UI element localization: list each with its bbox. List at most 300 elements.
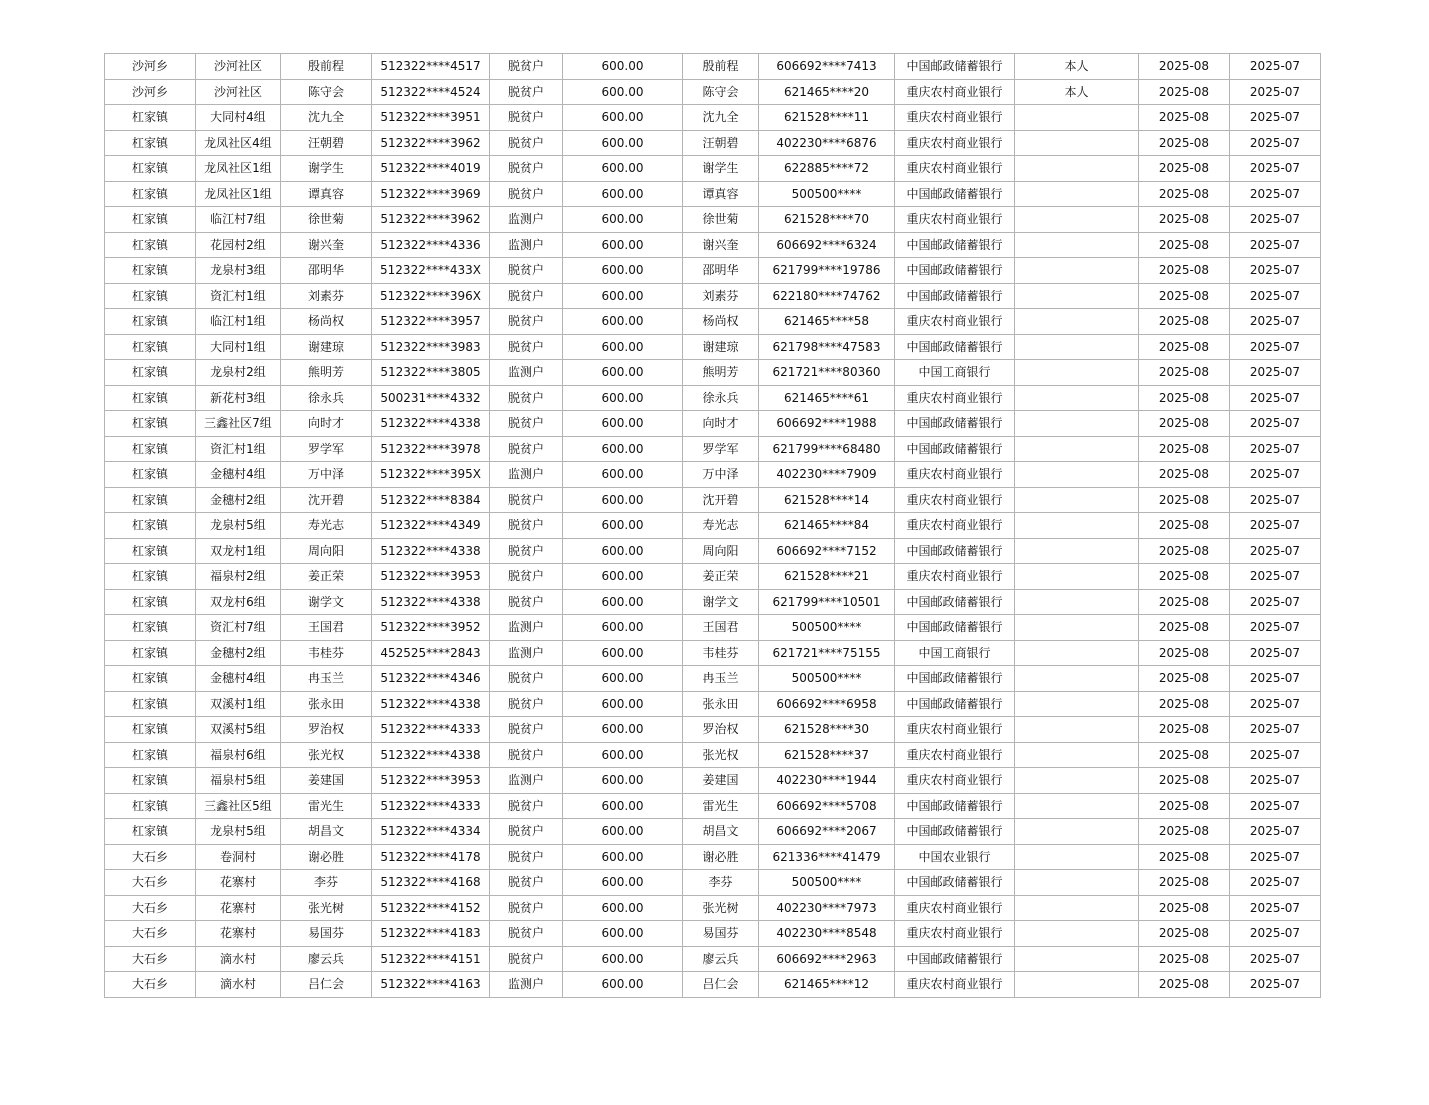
table-row bbox=[105, 717, 1321, 743]
payment-month-cell: 2025-08 bbox=[1139, 411, 1230, 437]
account-holder-cell: 姜正荣 bbox=[683, 564, 759, 590]
account-number-cell: 621799****19786 bbox=[759, 258, 895, 284]
name-cell: 吕仁会 bbox=[281, 972, 372, 998]
amount-cell: 600.00 bbox=[563, 717, 683, 743]
bank-cell: 中国邮政储蓄银行 bbox=[895, 232, 1015, 258]
township-cell: 杠家镇 bbox=[105, 411, 196, 437]
id-number-cell: 512322****4338 bbox=[372, 589, 490, 615]
id-number-cell: 512322****4333 bbox=[372, 793, 490, 819]
account-holder-cell: 罗治权 bbox=[683, 717, 759, 743]
bank-cell: 中国邮政储蓄银行 bbox=[895, 615, 1015, 641]
period-month-cell: 2025-07 bbox=[1230, 589, 1321, 615]
table-row bbox=[105, 793, 1321, 819]
relation-cell bbox=[1015, 487, 1139, 513]
payment-month-cell: 2025-08 bbox=[1139, 870, 1230, 896]
account-holder-cell: 廖云兵 bbox=[683, 946, 759, 972]
data-table bbox=[104, 53, 1321, 998]
id-number-cell: 512322****3978 bbox=[372, 436, 490, 462]
township-cell: 大石乡 bbox=[105, 895, 196, 921]
bank-cell: 重庆农村商业银行 bbox=[895, 921, 1015, 947]
village-cell: 龙泉村3组 bbox=[196, 258, 281, 284]
account-holder-cell: 张光树 bbox=[683, 895, 759, 921]
id-number-cell: 512322****4338 bbox=[372, 538, 490, 564]
account-number-cell: 621528****14 bbox=[759, 487, 895, 513]
amount-cell: 600.00 bbox=[563, 921, 683, 947]
bank-cell: 中国邮政储蓄银行 bbox=[895, 666, 1015, 692]
amount-cell: 600.00 bbox=[563, 615, 683, 641]
village-cell: 卷洞村 bbox=[196, 844, 281, 870]
id-number-cell: 512322****8384 bbox=[372, 487, 490, 513]
amount-cell: 600.00 bbox=[563, 487, 683, 513]
relation-cell bbox=[1015, 513, 1139, 539]
township-cell: 杠家镇 bbox=[105, 436, 196, 462]
account-number-cell: 621465****12 bbox=[759, 972, 895, 998]
id-number-cell: 512322****3953 bbox=[372, 768, 490, 794]
village-cell: 龙凤社区1组 bbox=[196, 156, 281, 182]
period-month-cell: 2025-07 bbox=[1230, 232, 1321, 258]
account-holder-cell: 邵明华 bbox=[683, 258, 759, 284]
table-row bbox=[105, 589, 1321, 615]
id-number-cell: 512322****4163 bbox=[372, 972, 490, 998]
village-cell: 花寨村 bbox=[196, 921, 281, 947]
village-cell: 福泉村5组 bbox=[196, 768, 281, 794]
village-cell: 临江村1组 bbox=[196, 309, 281, 335]
village-cell: 金穗村2组 bbox=[196, 487, 281, 513]
relation-cell bbox=[1015, 411, 1139, 437]
household-type-cell: 脱贫户 bbox=[490, 946, 563, 972]
household-type-cell: 脱贫户 bbox=[490, 870, 563, 896]
name-cell: 邵明华 bbox=[281, 258, 372, 284]
account-holder-cell: 李芬 bbox=[683, 870, 759, 896]
name-cell: 谢兴奎 bbox=[281, 232, 372, 258]
period-month-cell: 2025-07 bbox=[1230, 156, 1321, 182]
name-cell: 谭真容 bbox=[281, 181, 372, 207]
township-cell: 大石乡 bbox=[105, 870, 196, 896]
account-holder-cell: 张永田 bbox=[683, 691, 759, 717]
relation-cell bbox=[1015, 921, 1139, 947]
table-row bbox=[105, 105, 1321, 131]
name-cell: 姜建国 bbox=[281, 768, 372, 794]
period-month-cell: 2025-07 bbox=[1230, 768, 1321, 794]
table-row bbox=[105, 360, 1321, 386]
amount-cell: 600.00 bbox=[563, 105, 683, 131]
relation-cell bbox=[1015, 691, 1139, 717]
household-type-cell: 监测户 bbox=[490, 972, 563, 998]
relation-cell bbox=[1015, 615, 1139, 641]
relation-cell bbox=[1015, 436, 1139, 462]
period-month-cell: 2025-07 bbox=[1230, 615, 1321, 641]
payment-month-cell: 2025-08 bbox=[1139, 130, 1230, 156]
id-number-cell: 512322****395X bbox=[372, 462, 490, 488]
relation-cell bbox=[1015, 946, 1139, 972]
household-type-cell: 脱贫户 bbox=[490, 793, 563, 819]
table-row bbox=[105, 666, 1321, 692]
id-number-cell: 512322****4333 bbox=[372, 717, 490, 743]
relation-cell bbox=[1015, 972, 1139, 998]
relation-cell: 本人 bbox=[1015, 54, 1139, 80]
account-holder-cell: 汪朝碧 bbox=[683, 130, 759, 156]
period-month-cell: 2025-07 bbox=[1230, 513, 1321, 539]
household-type-cell: 脱贫户 bbox=[490, 105, 563, 131]
period-month-cell: 2025-07 bbox=[1230, 334, 1321, 360]
table-row bbox=[105, 309, 1321, 335]
village-cell: 沙河社区 bbox=[196, 79, 281, 105]
payment-month-cell: 2025-08 bbox=[1139, 513, 1230, 539]
period-month-cell: 2025-07 bbox=[1230, 946, 1321, 972]
township-cell: 杠家镇 bbox=[105, 334, 196, 360]
name-cell: 张永田 bbox=[281, 691, 372, 717]
household-type-cell: 脱贫户 bbox=[490, 717, 563, 743]
bank-cell: 重庆农村商业银行 bbox=[895, 895, 1015, 921]
name-cell: 谢学文 bbox=[281, 589, 372, 615]
account-number-cell: 621336****41479 bbox=[759, 844, 895, 870]
amount-cell: 600.00 bbox=[563, 156, 683, 182]
amount-cell: 600.00 bbox=[563, 666, 683, 692]
period-month-cell: 2025-07 bbox=[1230, 538, 1321, 564]
bank-cell: 重庆农村商业银行 bbox=[895, 207, 1015, 233]
payment-month-cell: 2025-08 bbox=[1139, 844, 1230, 870]
account-holder-cell: 冉玉兰 bbox=[683, 666, 759, 692]
name-cell: 易国芬 bbox=[281, 921, 372, 947]
amount-cell: 600.00 bbox=[563, 258, 683, 284]
relation-cell bbox=[1015, 844, 1139, 870]
id-number-cell: 512322****433X bbox=[372, 258, 490, 284]
bank-cell: 中国邮政储蓄银行 bbox=[895, 411, 1015, 437]
household-type-cell: 脱贫户 bbox=[490, 513, 563, 539]
bank-cell: 中国邮政储蓄银行 bbox=[895, 436, 1015, 462]
amount-cell: 600.00 bbox=[563, 309, 683, 335]
account-number-cell: 621721****75155 bbox=[759, 640, 895, 666]
village-cell: 龙凤社区4组 bbox=[196, 130, 281, 156]
township-cell: 沙河乡 bbox=[105, 54, 196, 80]
amount-cell: 600.00 bbox=[563, 768, 683, 794]
payment-month-cell: 2025-08 bbox=[1139, 232, 1230, 258]
account-holder-cell: 王国君 bbox=[683, 615, 759, 641]
account-holder-cell: 谢兴奎 bbox=[683, 232, 759, 258]
account-holder-cell: 谭真容 bbox=[683, 181, 759, 207]
id-number-cell: 512322****396X bbox=[372, 283, 490, 309]
amount-cell: 600.00 bbox=[563, 181, 683, 207]
payment-month-cell: 2025-08 bbox=[1139, 487, 1230, 513]
account-number-cell: 621465****20 bbox=[759, 79, 895, 105]
bank-cell: 重庆农村商业银行 bbox=[895, 309, 1015, 335]
village-cell: 福泉村6组 bbox=[196, 742, 281, 768]
village-cell: 花园村2组 bbox=[196, 232, 281, 258]
id-number-cell: 512322****4334 bbox=[372, 819, 490, 845]
account-holder-cell: 徐世菊 bbox=[683, 207, 759, 233]
village-cell: 大同村4组 bbox=[196, 105, 281, 131]
period-month-cell: 2025-07 bbox=[1230, 742, 1321, 768]
payment-month-cell: 2025-08 bbox=[1139, 181, 1230, 207]
name-cell: 万中泽 bbox=[281, 462, 372, 488]
household-type-cell: 脱贫户 bbox=[490, 487, 563, 513]
id-number-cell: 512322****4168 bbox=[372, 870, 490, 896]
account-number-cell: 621465****61 bbox=[759, 385, 895, 411]
township-cell: 大石乡 bbox=[105, 921, 196, 947]
period-month-cell: 2025-07 bbox=[1230, 717, 1321, 743]
period-month-cell: 2025-07 bbox=[1230, 258, 1321, 284]
bank-cell: 重庆农村商业银行 bbox=[895, 768, 1015, 794]
bank-cell: 中国邮政储蓄银行 bbox=[895, 258, 1015, 284]
township-cell: 杠家镇 bbox=[105, 793, 196, 819]
bank-cell: 重庆农村商业银行 bbox=[895, 462, 1015, 488]
household-type-cell: 脱贫户 bbox=[490, 411, 563, 437]
amount-cell: 600.00 bbox=[563, 462, 683, 488]
period-month-cell: 2025-07 bbox=[1230, 385, 1321, 411]
table-row bbox=[105, 385, 1321, 411]
amount-cell: 600.00 bbox=[563, 640, 683, 666]
amount-cell: 600.00 bbox=[563, 895, 683, 921]
table-row bbox=[105, 283, 1321, 309]
village-cell: 龙泉村5组 bbox=[196, 819, 281, 845]
payment-month-cell: 2025-08 bbox=[1139, 921, 1230, 947]
township-cell: 杠家镇 bbox=[105, 640, 196, 666]
township-cell: 杠家镇 bbox=[105, 462, 196, 488]
payment-month-cell: 2025-08 bbox=[1139, 742, 1230, 768]
amount-cell: 600.00 bbox=[563, 54, 683, 80]
id-number-cell: 452525****2843 bbox=[372, 640, 490, 666]
account-holder-cell: 雷光生 bbox=[683, 793, 759, 819]
bank-cell: 重庆农村商业银行 bbox=[895, 487, 1015, 513]
payment-month-cell: 2025-08 bbox=[1139, 691, 1230, 717]
name-cell: 刘素芬 bbox=[281, 283, 372, 309]
table-row bbox=[105, 640, 1321, 666]
household-type-cell: 脱贫户 bbox=[490, 691, 563, 717]
household-type-cell: 脱贫户 bbox=[490, 181, 563, 207]
name-cell: 汪朝碧 bbox=[281, 130, 372, 156]
payment-month-cell: 2025-08 bbox=[1139, 283, 1230, 309]
payment-month-cell: 2025-08 bbox=[1139, 385, 1230, 411]
relation-cell bbox=[1015, 309, 1139, 335]
village-cell: 花寨村 bbox=[196, 895, 281, 921]
township-cell: 杠家镇 bbox=[105, 717, 196, 743]
relation-cell bbox=[1015, 462, 1139, 488]
period-month-cell: 2025-07 bbox=[1230, 921, 1321, 947]
account-number-cell: 621528****70 bbox=[759, 207, 895, 233]
account-number-cell: 402230****7973 bbox=[759, 895, 895, 921]
payment-month-cell: 2025-08 bbox=[1139, 972, 1230, 998]
payment-month-cell: 2025-08 bbox=[1139, 589, 1230, 615]
account-holder-cell: 沈九全 bbox=[683, 105, 759, 131]
household-type-cell: 监测户 bbox=[490, 360, 563, 386]
name-cell: 谢必胜 bbox=[281, 844, 372, 870]
relation-cell bbox=[1015, 156, 1139, 182]
name-cell: 廖云兵 bbox=[281, 946, 372, 972]
account-holder-cell: 吕仁会 bbox=[683, 972, 759, 998]
account-number-cell: 402230****6876 bbox=[759, 130, 895, 156]
village-cell: 双龙村6组 bbox=[196, 589, 281, 615]
account-number-cell: 621528****30 bbox=[759, 717, 895, 743]
period-month-cell: 2025-07 bbox=[1230, 564, 1321, 590]
account-holder-cell: 谢建琼 bbox=[683, 334, 759, 360]
period-month-cell: 2025-07 bbox=[1230, 666, 1321, 692]
bank-cell: 重庆农村商业银行 bbox=[895, 742, 1015, 768]
amount-cell: 600.00 bbox=[563, 385, 683, 411]
relation-cell bbox=[1015, 666, 1139, 692]
account-number-cell: 621799****10501 bbox=[759, 589, 895, 615]
relation-cell bbox=[1015, 385, 1139, 411]
id-number-cell: 512322****3951 bbox=[372, 105, 490, 131]
name-cell: 向时才 bbox=[281, 411, 372, 437]
village-cell: 滴水村 bbox=[196, 972, 281, 998]
bank-cell: 重庆农村商业银行 bbox=[895, 105, 1015, 131]
table-row bbox=[105, 870, 1321, 896]
township-cell: 杠家镇 bbox=[105, 691, 196, 717]
account-number-cell: 402230****8548 bbox=[759, 921, 895, 947]
township-cell: 杠家镇 bbox=[105, 538, 196, 564]
table-row bbox=[105, 538, 1321, 564]
bank-cell: 中国邮政储蓄银行 bbox=[895, 793, 1015, 819]
relation-cell bbox=[1015, 589, 1139, 615]
name-cell: 王国君 bbox=[281, 615, 372, 641]
id-number-cell: 512322****4151 bbox=[372, 946, 490, 972]
bank-cell: 中国工商银行 bbox=[895, 360, 1015, 386]
id-number-cell: 512322****3962 bbox=[372, 207, 490, 233]
relation-cell bbox=[1015, 564, 1139, 590]
bank-cell: 中国工商银行 bbox=[895, 640, 1015, 666]
name-cell: 沈开碧 bbox=[281, 487, 372, 513]
account-number-cell: 606692****7413 bbox=[759, 54, 895, 80]
name-cell: 张光权 bbox=[281, 742, 372, 768]
amount-cell: 600.00 bbox=[563, 283, 683, 309]
payment-month-cell: 2025-08 bbox=[1139, 79, 1230, 105]
name-cell: 谢学生 bbox=[281, 156, 372, 182]
payment-month-cell: 2025-08 bbox=[1139, 538, 1230, 564]
township-cell: 杠家镇 bbox=[105, 487, 196, 513]
relation-cell: 本人 bbox=[1015, 79, 1139, 105]
account-number-cell: 621528****21 bbox=[759, 564, 895, 590]
table-row bbox=[105, 54, 1321, 80]
payment-month-cell: 2025-08 bbox=[1139, 156, 1230, 182]
household-type-cell: 脱贫户 bbox=[490, 564, 563, 590]
account-number-cell: 606692****5708 bbox=[759, 793, 895, 819]
account-number-cell: 606692****2963 bbox=[759, 946, 895, 972]
household-type-cell: 监测户 bbox=[490, 462, 563, 488]
table-row bbox=[105, 819, 1321, 845]
account-number-cell: 621465****58 bbox=[759, 309, 895, 335]
id-number-cell: 512322****3962 bbox=[372, 130, 490, 156]
village-cell: 双龙村1组 bbox=[196, 538, 281, 564]
village-cell: 沙河社区 bbox=[196, 54, 281, 80]
payment-month-cell: 2025-08 bbox=[1139, 258, 1230, 284]
period-month-cell: 2025-07 bbox=[1230, 819, 1321, 845]
township-cell: 杠家镇 bbox=[105, 232, 196, 258]
name-cell: 冉玉兰 bbox=[281, 666, 372, 692]
account-holder-cell: 谢必胜 bbox=[683, 844, 759, 870]
account-holder-cell: 向时才 bbox=[683, 411, 759, 437]
township-cell: 杠家镇 bbox=[105, 666, 196, 692]
household-type-cell: 脱贫户 bbox=[490, 130, 563, 156]
bank-cell: 重庆农村商业银行 bbox=[895, 972, 1015, 998]
relation-cell bbox=[1015, 181, 1139, 207]
table-row bbox=[105, 462, 1321, 488]
id-number-cell: 512322****4517 bbox=[372, 54, 490, 80]
relation-cell bbox=[1015, 538, 1139, 564]
account-holder-cell: 胡昌文 bbox=[683, 819, 759, 845]
relation-cell bbox=[1015, 360, 1139, 386]
township-cell: 杠家镇 bbox=[105, 360, 196, 386]
relation-cell bbox=[1015, 207, 1139, 233]
village-cell: 滴水村 bbox=[196, 946, 281, 972]
township-cell: 沙河乡 bbox=[105, 79, 196, 105]
township-cell: 杠家镇 bbox=[105, 207, 196, 233]
payment-month-cell: 2025-08 bbox=[1139, 207, 1230, 233]
id-number-cell: 512322****4183 bbox=[372, 921, 490, 947]
name-cell: 徐永兵 bbox=[281, 385, 372, 411]
township-cell: 杠家镇 bbox=[105, 819, 196, 845]
account-holder-cell: 张光权 bbox=[683, 742, 759, 768]
period-month-cell: 2025-07 bbox=[1230, 844, 1321, 870]
bank-cell: 重庆农村商业银行 bbox=[895, 385, 1015, 411]
household-type-cell: 脱贫户 bbox=[490, 54, 563, 80]
payment-month-cell: 2025-08 bbox=[1139, 105, 1230, 131]
name-cell: 谢建琼 bbox=[281, 334, 372, 360]
relation-cell bbox=[1015, 130, 1139, 156]
period-month-cell: 2025-07 bbox=[1230, 54, 1321, 80]
account-holder-cell: 姜建国 bbox=[683, 768, 759, 794]
table-row bbox=[105, 844, 1321, 870]
id-number-cell: 512322****4178 bbox=[372, 844, 490, 870]
relation-cell bbox=[1015, 768, 1139, 794]
township-cell: 杠家镇 bbox=[105, 768, 196, 794]
account-number-cell: 621528****37 bbox=[759, 742, 895, 768]
bank-cell: 重庆农村商业银行 bbox=[895, 717, 1015, 743]
id-number-cell: 512322****4152 bbox=[372, 895, 490, 921]
table-row bbox=[105, 232, 1321, 258]
table-row bbox=[105, 742, 1321, 768]
township-cell: 大石乡 bbox=[105, 972, 196, 998]
bank-cell: 中国邮政储蓄银行 bbox=[895, 538, 1015, 564]
account-number-cell: 621799****68480 bbox=[759, 436, 895, 462]
table-row bbox=[105, 564, 1321, 590]
relation-cell bbox=[1015, 105, 1139, 131]
account-holder-cell: 沈开碧 bbox=[683, 487, 759, 513]
period-month-cell: 2025-07 bbox=[1230, 309, 1321, 335]
township-cell: 杠家镇 bbox=[105, 564, 196, 590]
household-type-cell: 脱贫户 bbox=[490, 79, 563, 105]
household-type-cell: 脱贫户 bbox=[490, 844, 563, 870]
household-type-cell: 脱贫户 bbox=[490, 666, 563, 692]
relation-cell bbox=[1015, 895, 1139, 921]
household-type-cell: 监测户 bbox=[490, 232, 563, 258]
household-type-cell: 脱贫户 bbox=[490, 156, 563, 182]
account-number-cell: 606692****2067 bbox=[759, 819, 895, 845]
name-cell: 韦桂芬 bbox=[281, 640, 372, 666]
village-cell: 金穗村4组 bbox=[196, 462, 281, 488]
household-type-cell: 监测户 bbox=[490, 615, 563, 641]
township-cell: 杠家镇 bbox=[105, 283, 196, 309]
period-month-cell: 2025-07 bbox=[1230, 130, 1321, 156]
id-number-cell: 512322****4524 bbox=[372, 79, 490, 105]
payment-month-cell: 2025-08 bbox=[1139, 666, 1230, 692]
amount-cell: 600.00 bbox=[563, 972, 683, 998]
id-number-cell: 512322****3953 bbox=[372, 564, 490, 590]
amount-cell: 600.00 bbox=[563, 564, 683, 590]
table-row bbox=[105, 411, 1321, 437]
id-number-cell: 500231****4332 bbox=[372, 385, 490, 411]
table-row bbox=[105, 207, 1321, 233]
payment-month-cell: 2025-08 bbox=[1139, 309, 1230, 335]
amount-cell: 600.00 bbox=[563, 946, 683, 972]
id-number-cell: 512322****4338 bbox=[372, 742, 490, 768]
account-number-cell: 500500**** bbox=[759, 615, 895, 641]
table-row bbox=[105, 895, 1321, 921]
bank-cell: 重庆农村商业银行 bbox=[895, 564, 1015, 590]
township-cell: 大石乡 bbox=[105, 946, 196, 972]
payment-month-cell: 2025-08 bbox=[1139, 819, 1230, 845]
name-cell: 李芬 bbox=[281, 870, 372, 896]
township-cell: 杠家镇 bbox=[105, 258, 196, 284]
